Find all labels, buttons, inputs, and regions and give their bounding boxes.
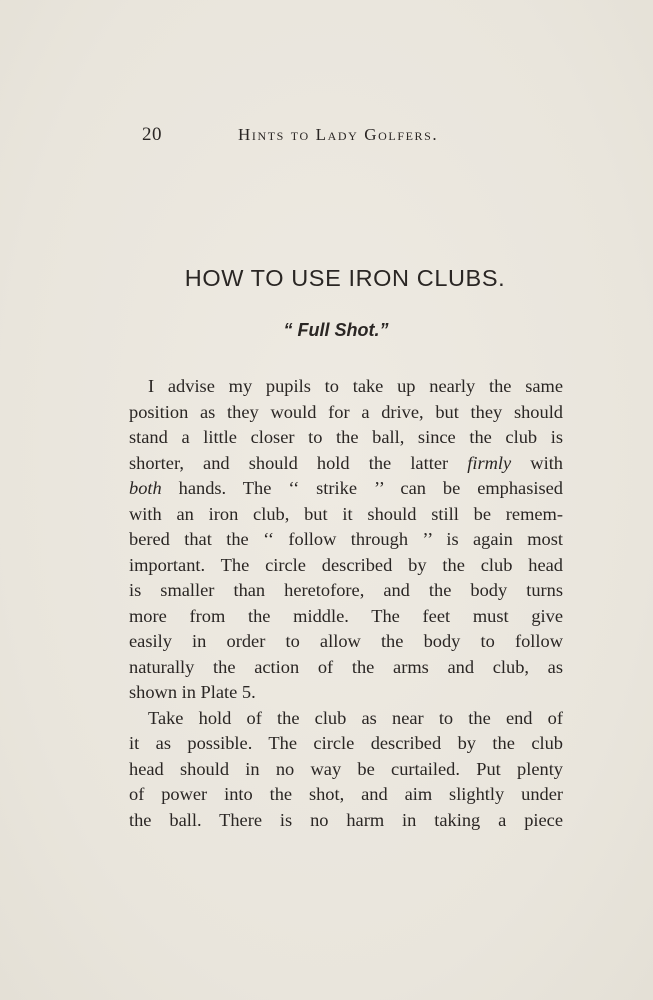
emphasis: both [129,478,162,498]
running-title: Hints to Lady Golfers. [238,125,439,144]
text-run: with [511,452,563,473]
running-head [0,124,653,148]
text-line: naturally the action of the arms and club, as [129,656,563,677]
text-line [129,451,563,477]
text-line: is smaller than heretofore, and the body turns [129,580,563,600]
text-line: position as they would for a drive, but they should [129,401,563,422]
text-line: important. The circle described by the club head [129,554,563,575]
text-line: with an iron club, but it should still be remem- [129,503,563,524]
text-run: hands. The ‘‘ strike ’’ can be emphasised [161,478,563,498]
text-line: shown in Plate 5. [129,682,256,702]
text-line: the ball. There is no harm in taking a piece [129,809,563,830]
page-number: 20 [142,124,162,145]
text-line: head should in no way be curtailed. Put plenty [129,758,563,779]
section-subtitle: “ Full Shot.” [283,320,389,340]
text-line: stand a little closer to the ball, since the club is [129,427,563,447]
text-run: shorter, and should hold the latter [129,452,468,473]
text-line: easily in order to allow the body to follow [129,631,563,651]
text-line: Take hold of the club as near to the end of [148,707,563,728]
text-line [129,476,563,502]
chapter-title: HOW TO USE IRON CLUBS. [184,265,506,291]
text-line: I advise my pupils to take up nearly the same [148,376,563,396]
body-text [129,374,563,833]
text-line: it as possible. The circle described by the club [129,733,563,753]
text-line: bered that the ‘‘ follow through ’’ is again most [129,529,563,549]
text-line: of power into the shot, and aim slightly under [129,784,563,804]
emphasis: firmly [467,452,512,473]
text-line: more from the middle. The feet must give [129,605,563,626]
